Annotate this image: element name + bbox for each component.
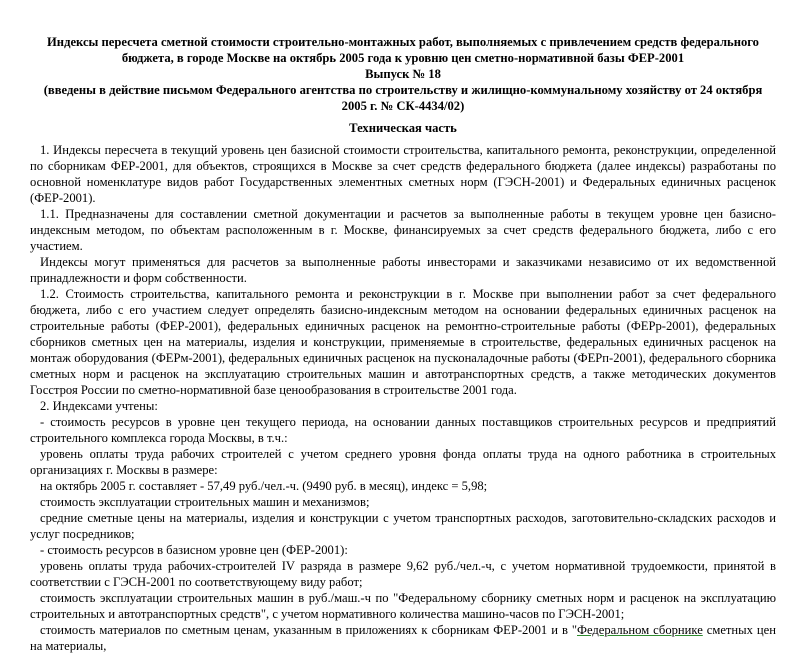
paragraph-material-prices: средние сметные цены на материалы, изделия и конструкции с учетом транспортных расходов, заготовительно-складских расходов и услуг посредников; bbox=[30, 511, 776, 541]
issue-number: Выпуск № 18 bbox=[365, 67, 441, 81]
paragraph-machine-cost: стоимость эксплуатации строительных машин и механизмов; bbox=[40, 495, 370, 509]
paragraph-material-cost bbox=[30, 622, 776, 654]
paragraph-wage-level: уровень оплаты труда рабочих строителей с учетом среднего уровня фонда оплаты труда на одного работника в строительных организациях г. Москвы в размере: bbox=[30, 447, 776, 477]
document-page bbox=[30, 34, 776, 654]
section-title: Техническая часть bbox=[349, 121, 457, 135]
paragraph-resources-current: - стоимость ресурсов в уровне цен текущего периода, на основании данных поставщиков строительных ресурсов и предприятий строительного комплекса города Москвы, в т.ч.: bbox=[30, 415, 776, 445]
paragraph-resources-base: - стоимость ресурсов в базисном уровне цен (ФЕР-2001): bbox=[40, 543, 348, 557]
paragraph-2: 2. Индексами учтены: bbox=[40, 399, 158, 413]
paragraph-october-rate: на октябрь 2005 г. составляет - 57,49 руб./чел.-ч. (9490 руб. в месяц), индекс = 5,98; bbox=[40, 479, 488, 493]
paragraph-1-1: 1.1. Предназначены для составлении сметной документации и расчетов за выполненные работы в текущем уровне цен базисно-индексным методом, по объектам расположенным в г. Москве, финансируемых за счет средств федерального бюджета, либо с его участием. bbox=[30, 207, 776, 253]
material-cost-text-end: сметных цен на материалы, bbox=[30, 623, 776, 653]
paragraph-1: 1. Индексы пересчета в текущий уровень цен базисной стоимости строительства, капитального ремонта, реконструкции, определенной по сборникам ФЕР-2001, для объектов, строящихся в Москве за счет средств федерального бюджета (далее индексы) разработаны по основной номенклатуре видов работ Государственных элементных сметных норм (ГЭСН-2001) и Федеральных единичных расценок (ФЕР-2001). bbox=[30, 143, 776, 205]
enactment-note: (введены в действие письмом Федерального агентства по строительству и жилищно-коммунальному хозяйству от 24 октября 2005 г. № СК-4434/02) bbox=[43, 83, 763, 113]
material-cost-text: стоимость материалов по сметным ценам, указанным в приложениях к сборникам ФЕР-2001 и в " bbox=[40, 623, 578, 637]
paragraph-indices-usage: Индексы могут применяться для расчетов за выполненные работы инвесторами и заказчиками независимо от их ведомственной принадлежности и форм собственности. bbox=[30, 255, 776, 285]
paragraph-machine-rate: стоимость эксплуатации строительных машин в руб./маш.-ч по "Федеральному сборнику сметных норм и расценок на эксплуатацию строительных и автотранспортных средств", с учетом нормативного количества машино-часов по ГЭСН-2001; bbox=[30, 591, 776, 621]
document-title: Индексы пересчета сметной стоимости строительно-монтажных работ, выполняемых с привлечением средств федерального бюджета, в городе Москве на октябрь 2005 года к уровню цен сметно-нормативной базы ФЕР-2001 bbox=[47, 35, 759, 65]
paragraph-1-2: 1.2. Стоимость строительства, капитального ремонта и реконструкции в г. Москве при выполнении работ за счет федерального бюджета, либо с его участием следует определять базисно-индексным методом на основании федеральных единичных расценок на строительные работы (ФЕР-2001), федеральных единичных расценок на ремонтно-строительные работы (ФЕРр-2001), федеральных сборников сметных цен на материалы, изделия и конструкции, применяемые в строительстве, федеральных единичных расценок на монтаж оборудования (ФЕРм-2001), федеральных единичных расценок на пусконаладочные работы (ФЕРп-2001), федерального сборника сметных норм и расценок на эксплуатацию строительных машин и автотранспортных средств, а также методических документов Госстроя России по сметно-нормативной базе ценообразования в строительстве 2001 года. bbox=[30, 287, 776, 397]
paragraph-wage-grade: уровень оплаты труда рабочих-строителей IV разряда в размере 9,62 руб./чел.-ч, с учетом нормативной трудоемкости, принятой в соответствии с ГЭСН-2001 по соответствующему виду работ; bbox=[30, 559, 776, 589]
federal-collection-link[interactable]: Федеральном сборнике bbox=[577, 623, 703, 637]
